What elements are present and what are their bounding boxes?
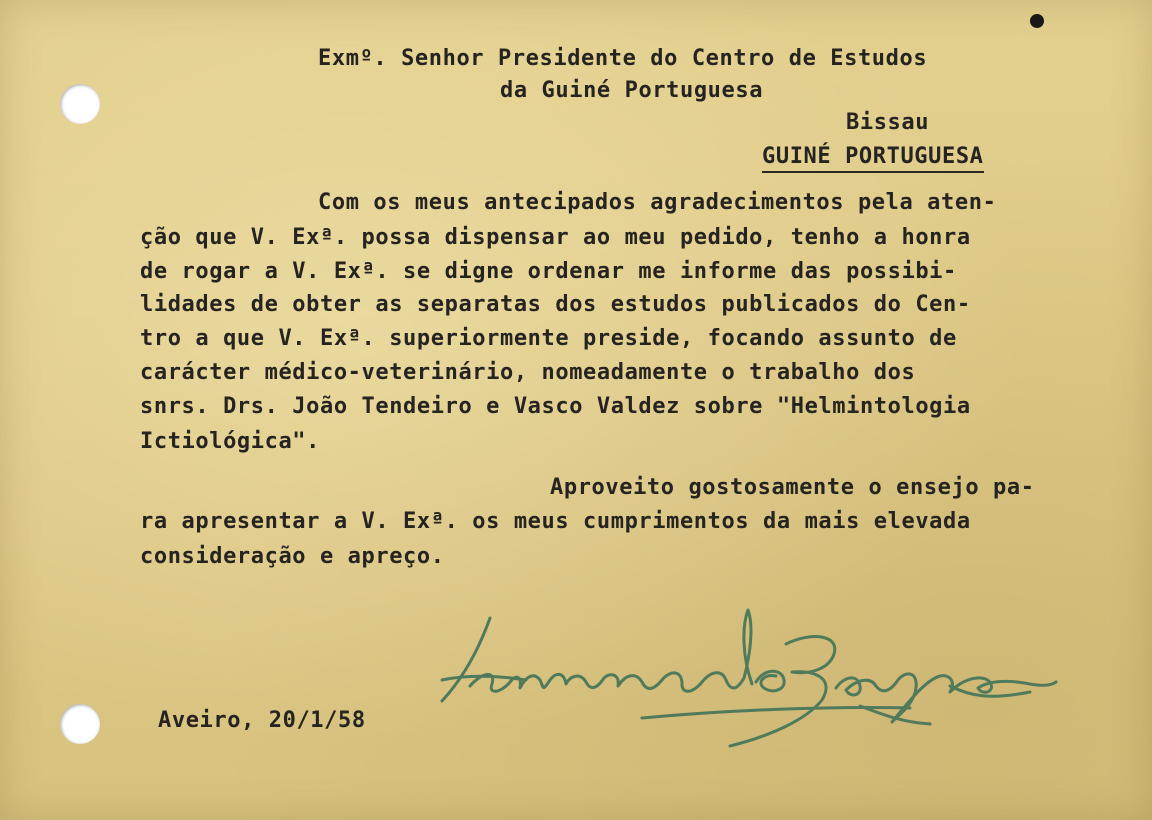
ink-spot [1030, 14, 1044, 28]
body-line-8: Ictiológica". [140, 429, 320, 454]
body-line-3: de rogar a V. Exª. se digne ordenar me informe das possibi- [140, 259, 957, 284]
body-line-2: ção que V. Exª. possa dispensar ao meu pedido, tenho a honra [140, 225, 971, 250]
handwritten-signature [430, 596, 1070, 756]
body-line-4: lidades de obter as separatas dos estudos publicados do Cen- [140, 292, 971, 317]
closing-line-3: consideração e apreço. [140, 544, 445, 569]
body-line-7: snrs. Drs. João Tendeiro e Vasco Valdez sobre "Helmintologia [140, 394, 971, 419]
place-date: Aveiro, 20/1/58 [158, 708, 366, 733]
punch-hole-top [60, 84, 100, 124]
closing-line-1: Aproveito gostosamente o ensejo pa- [550, 475, 1035, 500]
address-city: Bissau [846, 110, 930, 135]
address-country: GUINÉ PORTUGUESA [762, 144, 984, 173]
punch-hole-bottom [60, 704, 100, 744]
closing-line-2: ra apresentar a V. Exª. os meus cumprimentos da mais elevada [140, 509, 971, 534]
body-line-5: tro a que V. Exª. superiormente preside, focando assunto de [140, 326, 957, 351]
address-line-1: Exmº. Senhor Presidente do Centro de Estudos [318, 46, 928, 71]
body-line-6: carácter médico-veterinário, nomeadamente o trabalho dos [140, 360, 916, 385]
body-line-1: Com os meus antecipados agradecimentos pela aten- [318, 190, 997, 215]
address-line-2: da Guiné Portuguesa [500, 78, 764, 103]
